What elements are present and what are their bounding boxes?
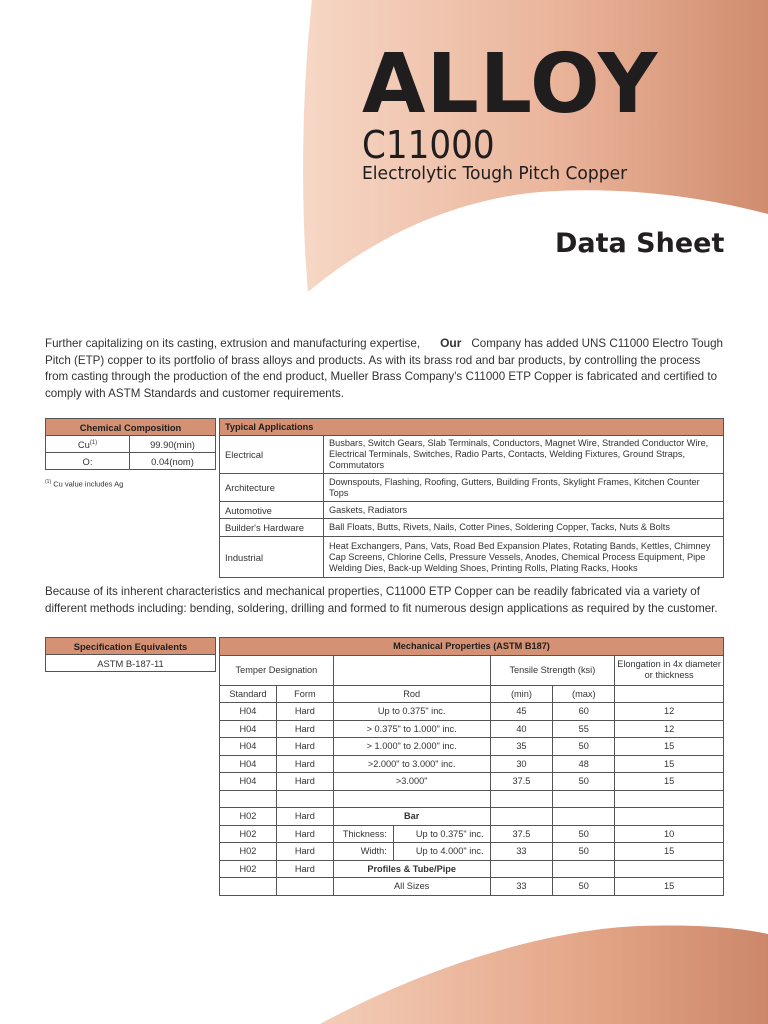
- standard-cell: H02: [220, 825, 277, 843]
- spacer-row: [220, 790, 724, 808]
- standard-cell: H04: [220, 720, 277, 738]
- table-header: Typical Applications: [220, 419, 724, 436]
- standard-cell: H04: [220, 703, 277, 721]
- standard-cell: H04: [220, 738, 277, 756]
- footnote: $^{(1)}$ Cu value includes Ag: [45, 479, 124, 489]
- size-cell: All Sizes: [333, 878, 490, 896]
- min-cell: 35: [490, 738, 553, 756]
- table-row: [220, 474, 724, 502]
- items-cell: Busbars, Switch Gears, Slab Terminals, Conductors, Magnet Wire, Stranded Conductor Wire, Electrical Terminals, Switches, Radio Parts, Contacts, Welding Fixtures, Ground Straps, Commutators: [324, 436, 724, 474]
- table-row: [220, 436, 724, 474]
- document-type-heading: Data Sheet: [555, 228, 725, 259]
- blank-cell: [333, 655, 490, 685]
- intro-paragraph: [45, 335, 725, 402]
- min-header: (min): [490, 685, 553, 703]
- form-cell: Hard: [276, 825, 333, 843]
- min-cell: 45: [490, 703, 553, 721]
- table-head-row: [220, 655, 724, 685]
- intro-emphasis: Our: [440, 336, 462, 350]
- alloy-description: Electrolytic Tough Pitch Copper: [362, 163, 628, 184]
- typical-applications-table: [219, 418, 724, 578]
- form-cell: Hard: [276, 720, 333, 738]
- elongation-cell: 15: [615, 738, 724, 756]
- min-cell: 37.5: [490, 825, 553, 843]
- table-header: Chemical Composition: [46, 419, 216, 436]
- chemical-composition-table: [45, 418, 216, 470]
- value-cell: 99.90(min): [130, 436, 216, 453]
- table-row: [220, 825, 724, 843]
- spec-value: ASTM B-187-11: [46, 655, 216, 672]
- tensile-header: Tensile Strength (ksi): [490, 655, 615, 685]
- table-row: [220, 755, 724, 773]
- category-cell: Industrial: [220, 537, 324, 578]
- table-row: [220, 878, 724, 896]
- form-cell: Hard: [276, 843, 333, 861]
- size-cell: Up to 4.000" inc.: [393, 843, 490, 861]
- table-row: [220, 808, 724, 826]
- max-cell: 50: [553, 878, 615, 896]
- elongation-cell: 15: [615, 878, 724, 896]
- items-cell: Ball Floats, Butts, Rivets, Nails, Cotter Pines, Soldering Copper, Tacks, Nuts & Bolts: [324, 519, 724, 537]
- specification-equivalents-table: [45, 637, 216, 672]
- elongation-cell: 15: [615, 755, 724, 773]
- form-cell: Hard: [276, 755, 333, 773]
- size-cell: > 1.000" to 2.000" inc.: [333, 738, 490, 756]
- category-cell: Automotive: [220, 502, 324, 519]
- max-cell: 50: [553, 773, 615, 791]
- table-row: [46, 436, 216, 453]
- table-row: [220, 519, 724, 537]
- table-subhead-row: [220, 685, 724, 703]
- max-header: (max): [553, 685, 615, 703]
- min-cell: 40: [490, 720, 553, 738]
- items-cell: Gaskets, Radiators: [324, 502, 724, 519]
- elongation-cell: 15: [615, 773, 724, 791]
- form-cell: Hard: [276, 703, 333, 721]
- table-row: [220, 773, 724, 791]
- dimension-cell: Width:: [333, 843, 393, 861]
- standard-cell: H04: [220, 773, 277, 791]
- standard-cell: H02: [220, 808, 277, 826]
- elongation-cell: 10: [615, 825, 724, 843]
- alloy-title: ALLOY: [362, 37, 659, 132]
- rod-header: Rod: [333, 685, 490, 703]
- standard-cell: H02: [220, 843, 277, 861]
- max-cell: 50: [553, 843, 615, 861]
- intro-text-before: Further capitalizing on its casting, extrusion and manufacturing expertise,: [45, 337, 421, 350]
- items-cell: Heat Exchangers, Pans, Vats, Road Bed Expansion Plates, Rotating Bands, Kettles, Chimney Cap Screens, Chlorine Cells, Pressure Vessels, Anodes, Chemical Process Equipment, Pipe Welding Dies, Back-up Welding Shoes, Printing Rolls, Plating Racks, Hooks: [324, 537, 724, 578]
- items-cell: Downspouts, Flashing, Roofing, Gutters, Building Fronts, Skylight Frames, Kitchen Counter Tops: [324, 474, 724, 502]
- table-row: [46, 655, 216, 672]
- category-cell: Electrical: [220, 436, 324, 474]
- category-cell: Builder's Hardware: [220, 519, 324, 537]
- max-cell: 50: [553, 738, 615, 756]
- footer-swoosh: [320, 925, 768, 1024]
- form-cell: Hard: [276, 808, 333, 826]
- form-cell: Hard: [276, 860, 333, 878]
- max-cell: 50: [553, 825, 615, 843]
- standard-cell: H04: [220, 755, 277, 773]
- alloy-code: C11000: [362, 123, 495, 167]
- blank-cell: [615, 685, 724, 703]
- size-cell: >2.000" to 3.000" inc.: [333, 755, 490, 773]
- profiles-section-label: Profiles & Tube/Pipe: [333, 860, 490, 878]
- max-cell: 60: [553, 703, 615, 721]
- table-row: [220, 537, 724, 578]
- elongation-cell: 15: [615, 843, 724, 861]
- table-header: Specification Equivalents: [46, 638, 216, 655]
- mechanical-properties-table: [219, 637, 724, 896]
- min-cell: 33: [490, 878, 553, 896]
- element-cell: O:: [46, 453, 130, 470]
- table-row: [220, 860, 724, 878]
- size-cell: Up to 0.375" inc.: [393, 825, 490, 843]
- table-row: [220, 720, 724, 738]
- size-cell: Up to 0.375" inc.: [333, 703, 490, 721]
- max-cell: 55: [553, 720, 615, 738]
- elongation-cell: 12: [615, 703, 724, 721]
- table-row: [220, 502, 724, 519]
- temper-header: Temper Designation: [220, 655, 334, 685]
- size-cell: >3.000": [333, 773, 490, 791]
- standard-cell: H02: [220, 860, 277, 878]
- table-row: [46, 453, 216, 470]
- category-cell: Architecture: [220, 474, 324, 502]
- standard-header: Standard: [220, 685, 277, 703]
- table-row: [220, 738, 724, 756]
- max-cell: 48: [553, 755, 615, 773]
- min-cell: 37.5: [490, 773, 553, 791]
- elongation-header: Elongation in 4x diameter or thickness: [615, 655, 724, 685]
- intro-text-after: Company has added UNS C11000 Electro Tough Pitch (ETP) copper to its portfolio of brass alloys and products. As with its brass rod and bar products, by controlling the process from casting through the production of the end product, Mueller Brass Company's C11000 ETP Copper is fabricated and certified to comply with ASTM Standards and customer requirements.: [45, 337, 723, 400]
- form-header: Form: [276, 685, 333, 703]
- form-cell: Hard: [276, 773, 333, 791]
- dimension-cell: Thickness:: [333, 825, 393, 843]
- table-row: [220, 703, 724, 721]
- table-row: [220, 843, 724, 861]
- table-header: Mechanical Properties (ASTM B187): [220, 638, 724, 656]
- bar-section-label: Bar: [333, 808, 490, 826]
- min-cell: 30: [490, 755, 553, 773]
- elongation-cell: 12: [615, 720, 724, 738]
- element-cell: Cu$^{(1)}$: [46, 436, 130, 453]
- form-cell: Hard: [276, 738, 333, 756]
- min-cell: 33: [490, 843, 553, 861]
- size-cell: > 0.375" to 1.000" inc.: [333, 720, 490, 738]
- value-cell: 0.04(nom): [130, 453, 216, 470]
- fabrication-paragraph: Because of its inherent characteristics and mechanical properties, C11000 ETP Copper can be readily fabricated via a variety of different methods including: bending, soldering, drilling and formed to fit numerous design applications as required by the customer.: [45, 585, 718, 615]
